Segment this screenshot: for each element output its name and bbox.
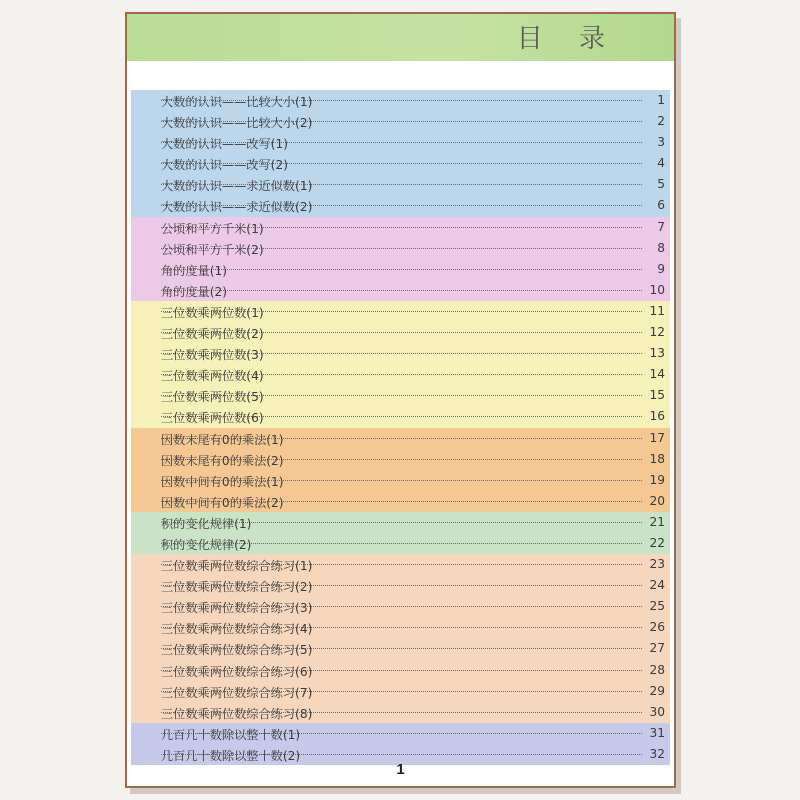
toc-entry[interactable] [131, 554, 670, 575]
toc-entry-page-number: 21 [649, 514, 665, 529]
toc-entry-title: 大数的认识——比较大小(2) [161, 116, 313, 131]
toc-entry-page-number: 22 [649, 535, 665, 550]
toc-entry-page-number: 6 [657, 198, 665, 213]
toc-entry[interactable] [131, 533, 670, 554]
toc-entry-title: 大数的认识——改写(1) [161, 137, 288, 152]
toc-entry-page-number: 25 [649, 599, 665, 614]
toc-entry-title: 三位数乘两位数(3) [161, 348, 264, 363]
toc-entry-page-number: 26 [649, 620, 665, 635]
toc-entry-page-number: 27 [649, 641, 665, 656]
toc-entry-page-number: 32 [649, 746, 665, 761]
toc-entry[interactable] [131, 174, 670, 195]
toc-entry-page-number: 31 [649, 725, 665, 740]
toc-section [131, 723, 670, 765]
toc-entry-title: 三位数乘两位数综合练习(4) [161, 622, 313, 637]
toc-entry-title: 几百几十数除以整十数(1) [161, 727, 301, 742]
toc-section [131, 554, 670, 723]
toc-entry[interactable] [131, 428, 670, 449]
toc-entry-page-number: 24 [649, 578, 665, 593]
toc-section [131, 301, 670, 428]
toc-entry[interactable] [131, 617, 670, 638]
toc-entry-title: 积的变化规律(1) [161, 516, 252, 531]
toc-entry-title: 因数末尾有0的乘法(2) [161, 453, 284, 468]
toc-entry-title: 三位数乘两位数综合练习(1) [161, 559, 313, 574]
toc-entry[interactable] [131, 364, 670, 385]
toc-entry-page-number: 29 [649, 683, 665, 698]
toc-entry-page-number: 9 [657, 261, 665, 276]
toc-entry[interactable] [131, 301, 670, 322]
toc-entry-page-number: 5 [657, 177, 665, 192]
toc-section [131, 512, 670, 554]
toc-entry[interactable] [131, 90, 670, 111]
toc-entry-page-number: 4 [657, 156, 665, 171]
toc-entry-page-number: 30 [649, 704, 665, 719]
toc-entry-page-number: 28 [649, 662, 665, 677]
toc-entry[interactable] [131, 259, 670, 280]
toc-entry[interactable] [131, 280, 670, 301]
toc-entry-title: 三位数乘两位数(4) [161, 369, 264, 384]
toc-entry-title: 公顷和平方千米(1) [161, 221, 264, 236]
toc-entry-title: 三位数乘两位数(5) [161, 390, 264, 405]
toc-entry[interactable] [131, 575, 670, 596]
toc-entry[interactable] [131, 596, 670, 617]
toc-entry[interactable] [131, 322, 670, 343]
toc-entry-page-number: 16 [649, 409, 665, 424]
toc-entry[interactable] [131, 385, 670, 406]
toc-entry-page-number: 23 [649, 557, 665, 572]
toc-entry-title: 三位数乘两位数(6) [161, 411, 264, 426]
toc-entry-page-number: 1 [657, 93, 665, 107]
toc-entry-page-number: 2 [657, 114, 665, 129]
toc-entry-page-number: 13 [649, 346, 665, 361]
toc-section [131, 90, 670, 217]
toc-entry-title: 大数的认识——求近似数(2) [161, 200, 313, 215]
toc-entry-title: 三位数乘两位数综合练习(3) [161, 601, 313, 616]
toc-entry-title: 三位数乘两位数(2) [161, 327, 264, 342]
title-banner [127, 14, 674, 61]
toc-entry-title: 因数中间有0的乘法(1) [161, 474, 284, 489]
toc-entry-title: 三位数乘两位数综合练习(8) [161, 706, 313, 721]
toc-entry-page-number: 19 [649, 472, 665, 487]
toc-entry-page-number: 17 [649, 430, 665, 445]
table-of-contents [131, 90, 670, 765]
toc-entry-title: 几百几十数除以整十数(2) [161, 748, 301, 763]
toc-section [131, 428, 670, 512]
page-title: 目 录 [516, 24, 619, 54]
toc-entry-title: 三位数乘两位数综合练习(6) [161, 664, 313, 679]
toc-entry-page-number: 18 [649, 451, 665, 466]
dot-leader [161, 269, 642, 270]
toc-entry[interactable] [131, 406, 670, 427]
toc-entry-page-number: 15 [649, 388, 665, 403]
toc-entry-page-number: 7 [657, 219, 665, 234]
toc-entry[interactable] [131, 723, 670, 744]
toc-entry-title: 大数的认识——比较大小(1) [161, 95, 313, 109]
toc-entry-title: 三位数乘两位数(1) [161, 305, 264, 320]
page-number: 1 [396, 761, 405, 778]
toc-entry[interactable] [131, 660, 670, 681]
toc-entry[interactable] [131, 638, 670, 659]
toc-entry[interactable] [131, 217, 670, 238]
toc-section [131, 217, 670, 301]
toc-entry[interactable] [131, 343, 670, 364]
toc-entry-page-number: 10 [649, 282, 665, 297]
toc-entry-title: 三位数乘两位数综合练习(7) [161, 685, 313, 700]
toc-entry-page-number: 12 [649, 325, 665, 340]
toc-entry[interactable] [131, 470, 670, 491]
toc-entry-title: 角的度量(2) [161, 284, 228, 299]
toc-entry[interactable] [131, 702, 670, 723]
toc-entry[interactable] [131, 195, 670, 216]
toc-entry-title: 公顷和平方千米(2) [161, 242, 264, 257]
toc-entry-title: 角的度量(1) [161, 263, 228, 278]
toc-page [125, 12, 676, 788]
toc-entry[interactable] [131, 681, 670, 702]
toc-entry[interactable] [131, 491, 670, 512]
toc-entry-page-number: 20 [649, 493, 665, 508]
toc-entry-title: 因数末尾有0的乘法(1) [161, 432, 284, 447]
toc-entry-title: 三位数乘两位数综合练习(5) [161, 643, 313, 658]
toc-entry[interactable] [131, 153, 670, 174]
toc-entry[interactable] [131, 111, 670, 132]
toc-entry[interactable] [131, 132, 670, 153]
toc-entry[interactable] [131, 238, 670, 259]
toc-entry-title: 因数中间有0的乘法(2) [161, 495, 284, 510]
toc-entry-title: 三位数乘两位数综合练习(2) [161, 580, 313, 595]
toc-entry[interactable] [131, 512, 670, 533]
toc-entry-title: 大数的认识——求近似数(1) [161, 179, 313, 194]
toc-entry-title: 大数的认识——改写(2) [161, 158, 288, 173]
toc-entry-page-number: 8 [657, 240, 665, 255]
toc-entry-page-number: 3 [657, 135, 665, 150]
toc-entry-title: 积的变化规律(2) [161, 537, 252, 552]
dot-leader [161, 290, 642, 291]
toc-entry-page-number: 11 [649, 303, 665, 318]
toc-entry[interactable] [131, 449, 670, 470]
toc-entry-page-number: 14 [649, 367, 665, 382]
